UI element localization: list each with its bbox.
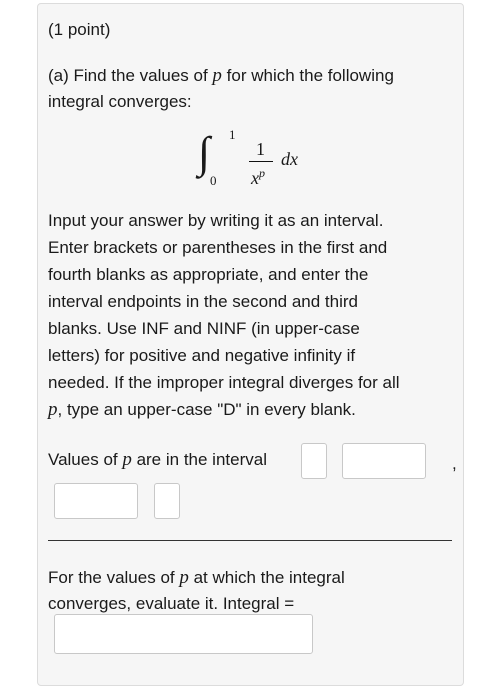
upper-limit: 1 — [229, 127, 236, 142]
variable-p: p — [122, 449, 132, 470]
instruction-line: fourth blanks as appropriate, and enter the — [48, 265, 369, 284]
instruction-line: Enter brackets or parentheses in the first and — [48, 238, 388, 257]
part-a-prefix: (a) Find the values of — [48, 66, 213, 85]
points-label: (1 point) — [48, 20, 111, 39]
fraction-bar — [249, 161, 273, 162]
instruction-line: Input your answer by writing it as an interval. — [48, 211, 384, 230]
instruction-last-text: , type an upper-case "D" in every blank. — [57, 400, 356, 419]
part-b-suffix: at which the integral — [188, 568, 345, 587]
fraction-numerator: 1 — [256, 139, 265, 159]
variable-p: p — [48, 399, 58, 420]
interval-prompt — [48, 447, 267, 473]
interval-comma: , — [452, 454, 457, 473]
part-b-line-1 — [48, 565, 345, 591]
interval-prefix: Values of — [48, 450, 123, 469]
part-b-prefix: For the values of — [48, 568, 180, 587]
interval-upper-endpoint-input[interactable] — [54, 483, 138, 519]
integral-sign: ∫ — [198, 128, 211, 177]
interval-right-bracket-input[interactable] — [154, 483, 180, 519]
denominator-base: x — [251, 168, 259, 188]
interval-left-bracket-input[interactable] — [301, 443, 327, 479]
instruction-line: interval endpoints in the second and third — [48, 292, 358, 311]
part-a-line-1 — [48, 63, 394, 89]
instruction-line: letters) for positive and negative infinity if — [48, 346, 356, 365]
differential: dx — [281, 149, 298, 169]
instruction-line: blanks. Use INF and NINF (in upper-case — [48, 319, 360, 338]
part-a-line-2: integral converges: — [48, 92, 192, 111]
section-divider — [48, 540, 452, 541]
interval-lower-endpoint-input[interactable] — [342, 443, 426, 479]
part-b-line-2: converges, evaluate it. Integral = — [48, 594, 295, 613]
variable-p: p — [212, 65, 222, 86]
part-a-suffix: for which the following — [221, 66, 394, 85]
variable-p: p — [179, 567, 189, 588]
integral-value-input[interactable] — [54, 614, 313, 654]
denominator-exponent: p — [259, 166, 265, 180]
instruction-last-line — [48, 397, 356, 423]
interval-suffix: are in the interval — [131, 450, 267, 469]
lower-limit: 0 — [210, 173, 217, 188]
fraction-denominator — [251, 163, 265, 188]
instruction-line: needed. If the improper integral diverges for all — [48, 373, 400, 392]
